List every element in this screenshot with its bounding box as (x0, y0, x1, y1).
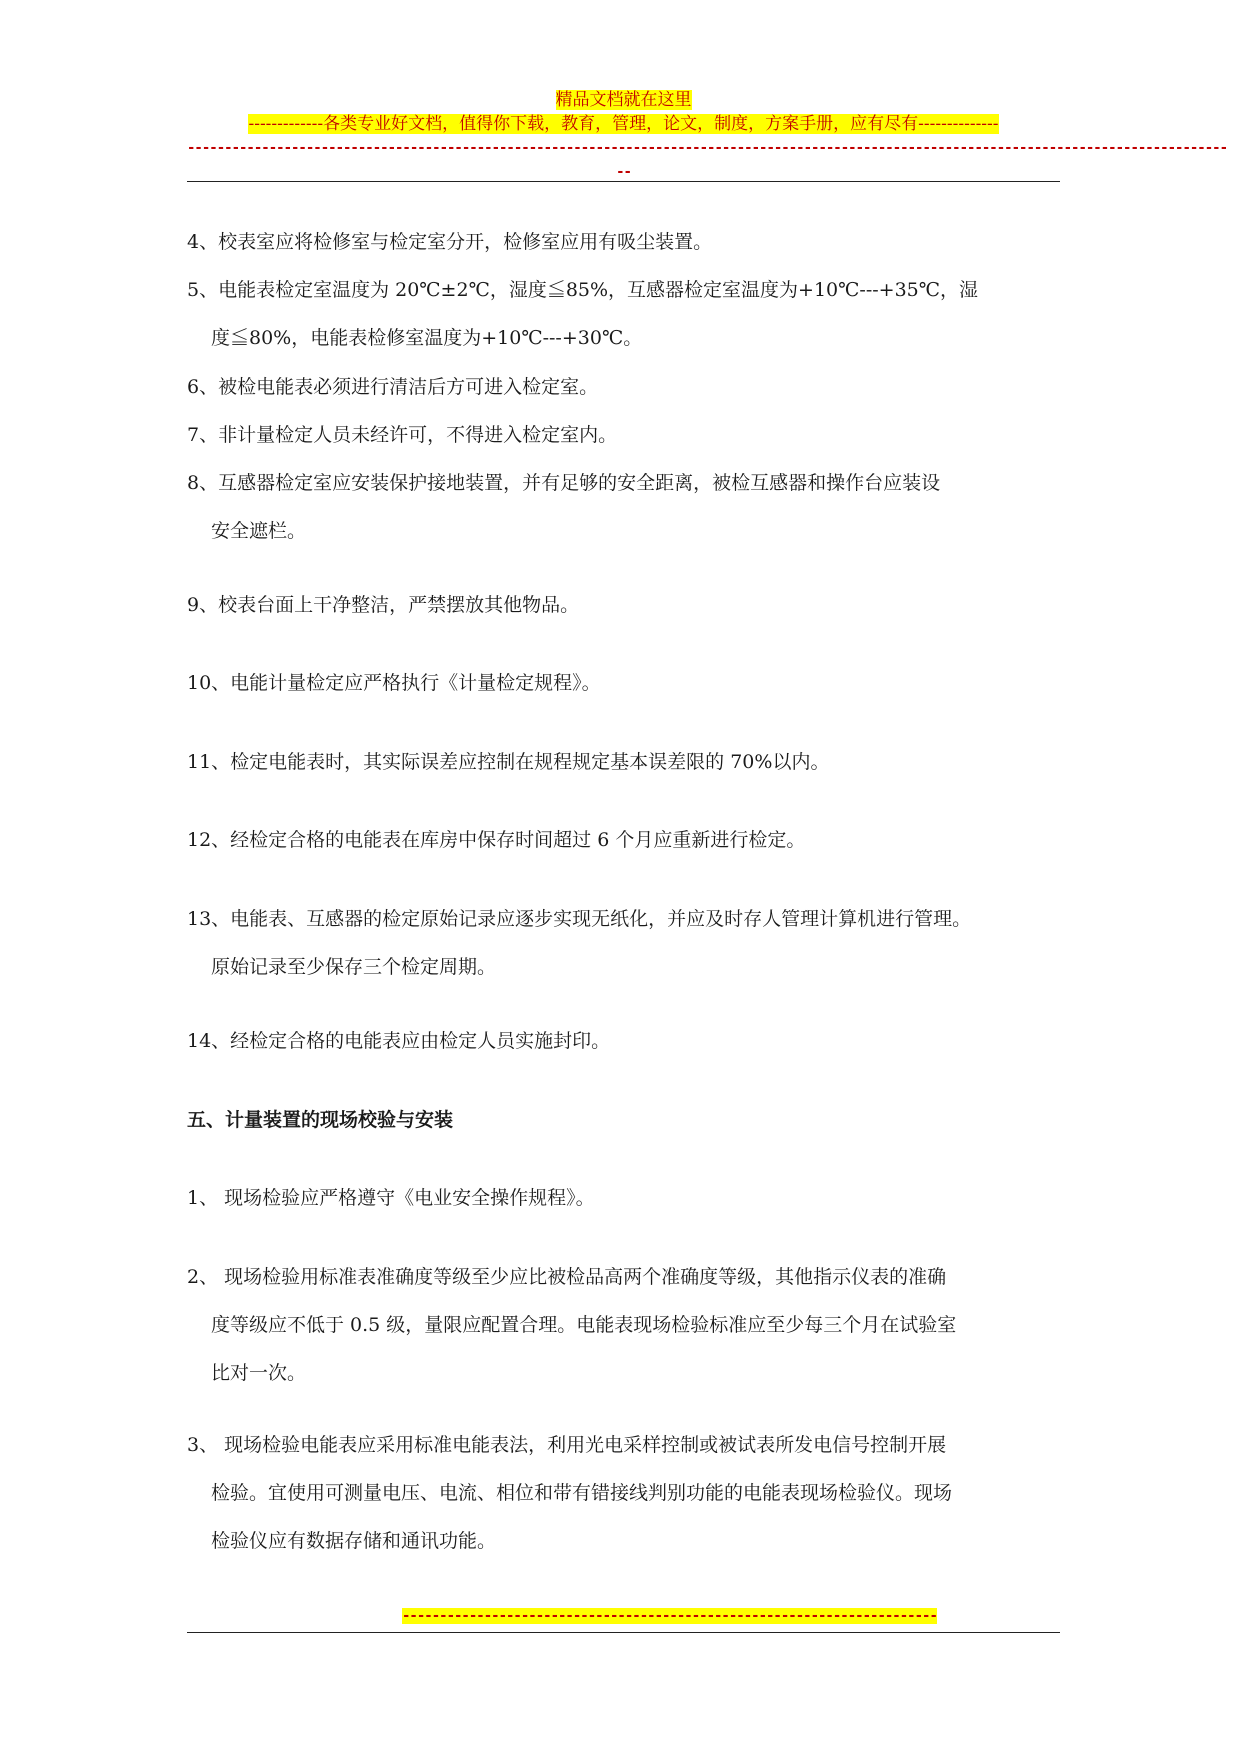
header-dash-line-2: -- (616, 164, 631, 180)
list-item-4: 4、校表室应将检修室与检定室分开，检修室应用有吸尘装置。 (187, 231, 713, 253)
list-item-9: 9、校表台面上干净整洁，严禁摆放其他物品。 (187, 594, 580, 616)
section-heading: 五、计量装置的现场校验与安装 (187, 1109, 454, 1131)
footer-dash-line: ------------------------------------------------------------------------ (402, 1608, 937, 1624)
header-title: 精品文档就在这里 (555, 90, 692, 110)
list-item-5: 5、电能表检定室温度为 20℃±2℃，湿度≦85%，互感器检定室温度为+10℃---+35℃，湿 度≦80%，电能表检修室温度为+10℃---+30℃。 (187, 279, 979, 349)
list-item-6: 6、被检电能表必须进行清洁后方可进入检定室。 (187, 376, 599, 398)
list-item-13: 13、电能表、互感器的检定原始记录应逐步实现无纸化，并应及时存人管理计算机进行管理。 原始记录至少保存三个检定周期。 (187, 908, 972, 978)
section-item-2: 2、 现场检验用标准表准确度等级至少应比被检品高两个准确度等级，其他指示仪表的准确 度等级应不低于 0.5 级，量限应配置合理。电能表现场检验标准应至少每三个月在试验室 比对一次。 (187, 1266, 957, 1384)
header-subtitle: -------------各类专业好文档，值得你下载，教育，管理，论文，制度，方案手册，应有尽有-------------- (248, 114, 999, 134)
section-item-1: 1、 现场检验应严格遵守《电业安全操作规程》。 (187, 1187, 595, 1209)
list-item-8: 8、互感器检定室应安装保护接地装置，并有足够的安全距离，被检互感器和操作台应装设 安全遮栏。 (187, 472, 941, 542)
list-item-14: 14、经检定合格的电能表应由检定人员实施封印。 (187, 1030, 611, 1052)
header-rule (187, 181, 1060, 182)
document-header (187, 88, 1228, 184)
header-dash-line-1: -------------------------------------------------------------------------------------------------------------------------------------------- (187, 140, 1228, 156)
section-item-3: 3、 现场检验电能表应采用标准电能表法，利用光电采样控制或被试表所发电信号控制开展 检验。宜使用可测量电压、电流、相位和带有错接线判别功能的电能表现场检验仪。现场 检验仪应有数据存储和通讯功能。 (187, 1434, 953, 1552)
list-item-11: 11、检定电能表时，其实际误差应控制在规程规定基本误差限的 70%以内。 (187, 751, 830, 773)
list-item-7: 7、非计量检定人员未经许可，不得进入检定室内。 (187, 424, 618, 446)
list-item-10: 10、电能计量检定应严格执行《计量检定规程》。 (187, 672, 601, 694)
list-item-12: 12、经检定合格的电能表在库房中保存时间超过 6 个月应重新进行检定。 (187, 829, 806, 851)
footer-rule (187, 1632, 1060, 1633)
